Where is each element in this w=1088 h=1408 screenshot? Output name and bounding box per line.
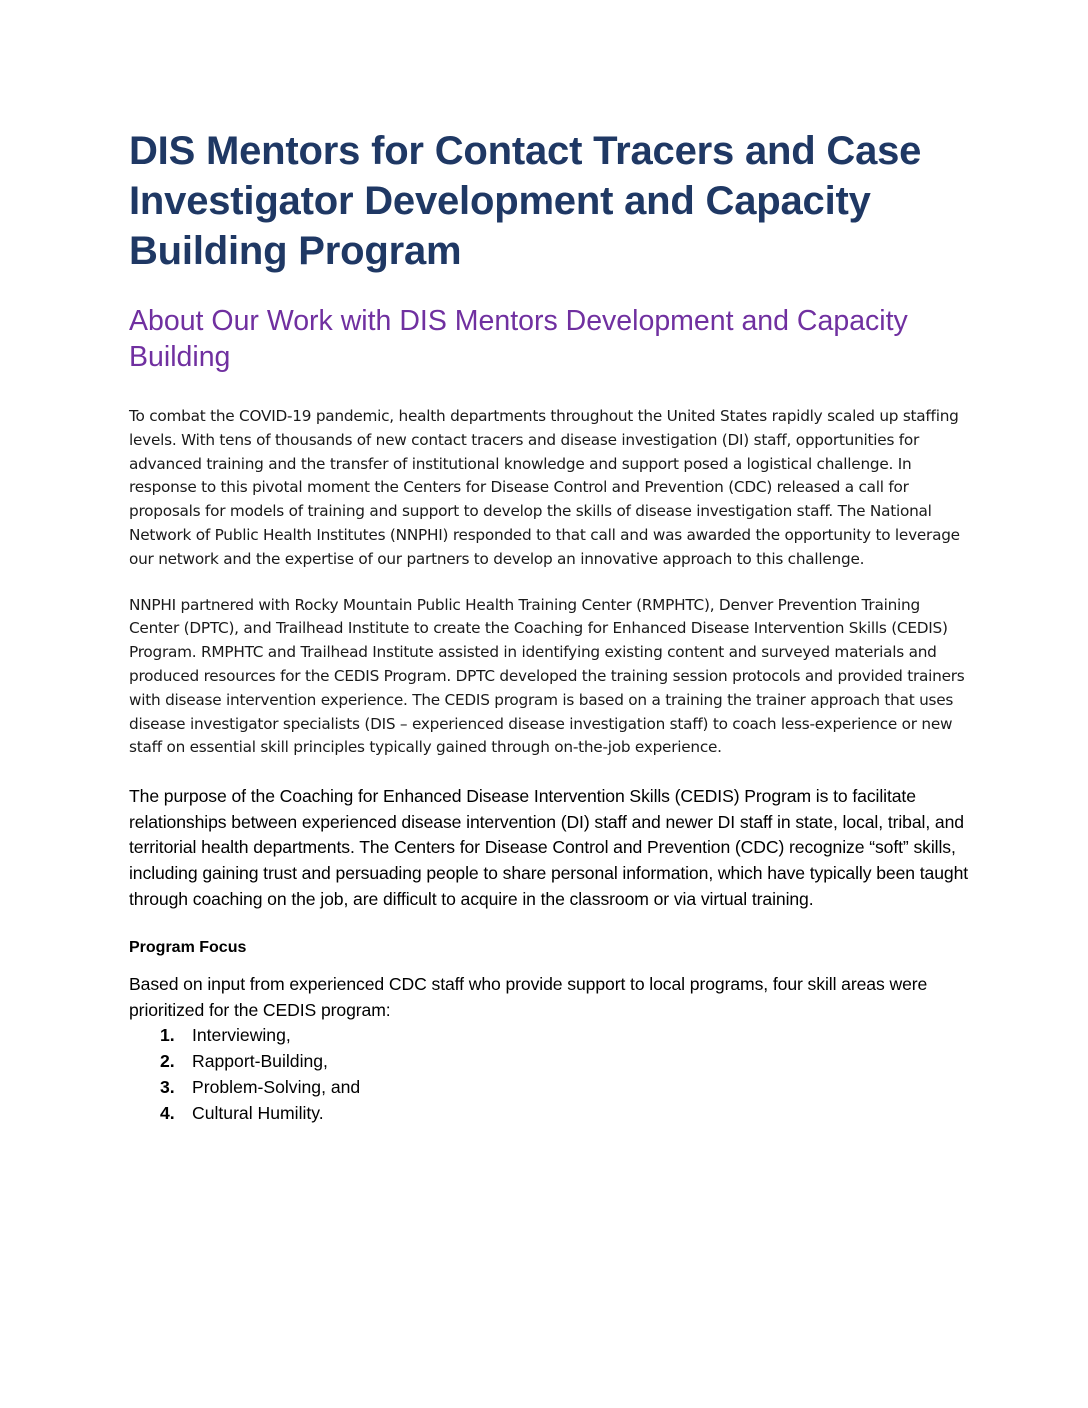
list-item — [129, 1023, 969, 1049]
list-item-number: 2. — [160, 1051, 175, 1072]
list-item-number: 1. — [160, 1025, 175, 1046]
list-item-text: Cultural Humility. — [192, 1102, 324, 1123]
purpose-paragraph: The purpose of the Coaching for Enhanced Disease Intervention Skills (CEDIS) Program is to facilitate relationships between experienced disease intervention (DI) staff and newer DI staff in state, local, tribal, and territorial health departments. The Centers for Disease Control and Prevention (CDC) recognize “soft” skills, including gaining trust and persuading people to share personal information, which have typically been taught through coaching on the job, are difficult to acquire in the classroom or via virtual training. — [129, 786, 969, 909]
skill-areas-list — [129, 1023, 969, 1126]
list-item — [129, 1075, 969, 1101]
list-item-text: Rapport-Building, — [192, 1051, 328, 1072]
program-focus-intro: Based on input from experienced CDC staff who provide support to local programs, four skill areas were prioritized for the CEDIS program: — [129, 974, 928, 1020]
list-item-number: 4. — [160, 1102, 175, 1123]
page-subtitle: About Our Work with DIS Mentors Development and Capacity Building — [129, 305, 908, 373]
page-title: DIS Mentors for Contact Tracers and Case Investigator Development and Capacity Building Program — [129, 129, 922, 273]
list-item-number: 3. — [160, 1076, 175, 1097]
list-item-text: Problem-Solving, and — [192, 1076, 361, 1097]
partners-paragraph: NNPHI partnered with Rocky Mountain Public Health Training Center (RMPHTC), Denver Prevention Training Center (DPTC), and Trailhead Institute to create the Coaching for Enhanced Disease Intervention Skills (CEDIS) Program. RMPHTC and Trailhead Institute assisted in identifying existing content and surveyed materials and produced resources for the CEDIS Program. DPTC developed the training session protocols and provided trainers with disease intervention experience. The CEDIS program is based on a training the trainer approach that uses disease investigator specialists (DIS – experienced disease investigation staff) to coach less-experience or new staff on essential skill principles typically gained through on-the-job experience. — [129, 595, 965, 757]
program-focus-heading: Program Focus — [129, 939, 247, 957]
list-item-text: Interviewing, — [192, 1025, 291, 1046]
intro-paragraph: To combat the COVID-19 pandemic, health departments throughout the United States rapidly scaled up staffing levels. With tens of thousands of new contact tracers and disease investigation (DI) staff, opportunities for advanced training and the transfer of institutional knowledge and support posed a logistical challenge. In response to this pivotal moment the Centers for Disease Control and Prevention (CDC) released a call for proposals for models of training and support to develop the skills of disease investigation staff. The National Network of Public Health Institutes (NNPHI) responded to that call and was awarded the opportunity to leverage our network and the expertise of our partners to develop an innovative approach to this challenge. — [129, 407, 960, 568]
list-item — [129, 1101, 969, 1127]
document-body — [129, 126, 969, 1127]
list-item — [129, 1049, 969, 1075]
